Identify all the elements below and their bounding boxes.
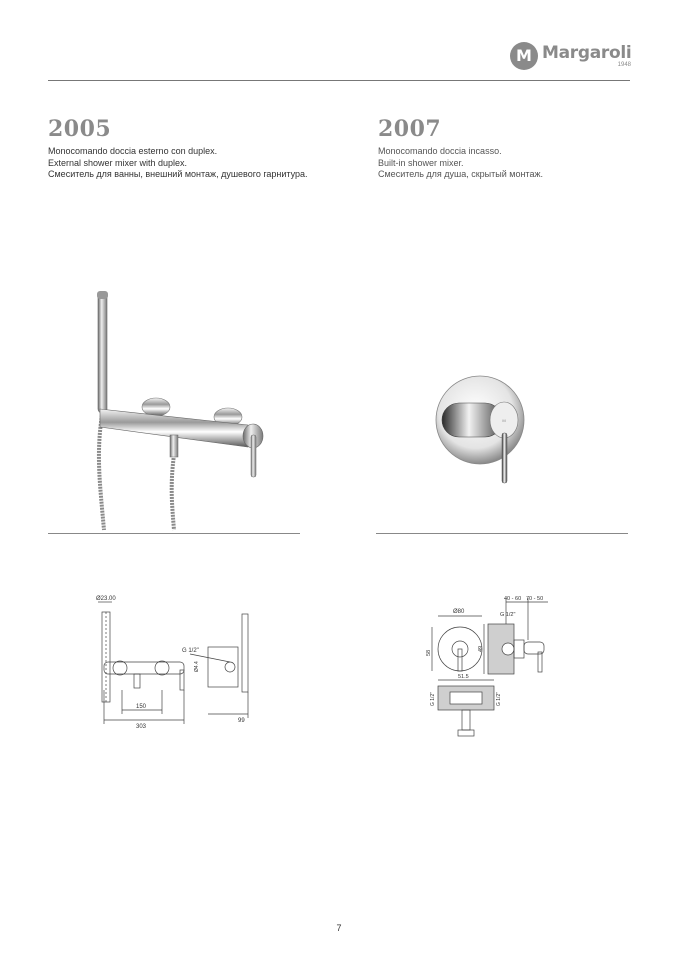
dim-thread: G 1/2" — [500, 612, 516, 618]
description-line-it: Monocomando doccia incasso. — [378, 146, 502, 156]
mixer-outlet — [170, 435, 178, 457]
photo-baseline-2005 — [48, 533, 300, 534]
mixer-lever — [251, 435, 256, 477]
brand-mark-icon: M — [510, 42, 538, 70]
dim-diameter: Ø23.00 — [96, 596, 116, 602]
dim-small: Ø4.4 — [194, 661, 200, 672]
dim-99: 99 — [238, 718, 245, 724]
dim-51-5: 51.5 — [458, 674, 469, 680]
product-photo-2007 — [420, 365, 530, 495]
description-line-it: Monocomando doccia esterno con duplex. — [48, 146, 218, 156]
product-photo-2005 — [48, 285, 300, 535]
description-line-en: Built-in shower mixer. — [378, 157, 464, 168]
wall-flange-left — [142, 398, 170, 416]
shower-hose — [99, 415, 104, 530]
header-divider — [48, 80, 630, 81]
description-line-ru: Смеситель для ванны, внешний монтаж, душевого гарнитура. — [48, 169, 308, 179]
dim-range-1: 40 - 60 — [504, 596, 522, 602]
hand-shower-head — [97, 291, 108, 299]
mixer-lever — [502, 433, 507, 483]
dim-thread-left: G 1/2" — [430, 691, 436, 706]
page-number: 7 — [336, 923, 342, 933]
dim-58: 58 — [426, 649, 432, 656]
description-line-ru: Смеситель для душа, скрытый монтаж. — [378, 169, 543, 179]
brand-year: 1948 — [617, 62, 631, 68]
hand-shower — [98, 293, 107, 413]
brand-name: Margaroli — [542, 43, 632, 63]
product-description-2005 — [48, 146, 308, 181]
shower-hose-2 — [172, 455, 174, 530]
dim-thread: G 1/2" — [182, 648, 199, 654]
product-description-2007 — [378, 146, 543, 181]
product-code-2005: 2005 — [48, 116, 112, 142]
photo-baseline-2007 — [376, 533, 628, 534]
dim-303: 303 — [136, 724, 147, 730]
dim-range-2: 70 - 50 — [526, 596, 544, 602]
dim-49: 49 — [478, 645, 484, 652]
brand-logo — [510, 40, 635, 74]
dim-150: 150 — [136, 704, 147, 710]
product-code-2007: 2007 — [378, 116, 442, 142]
drawing-mixer-body — [104, 662, 184, 674]
drawing-side-view — [208, 647, 238, 687]
dim-diameter: Ø80 — [453, 609, 465, 615]
technical-drawing-2005 — [90, 592, 265, 732]
description-line-en: External shower mixer with duplex. — [48, 157, 188, 168]
cap-logo-icon: M — [502, 418, 506, 423]
technical-drawing-2007 — [420, 594, 555, 744]
dim-thread-right: G 1/2" — [496, 691, 502, 706]
